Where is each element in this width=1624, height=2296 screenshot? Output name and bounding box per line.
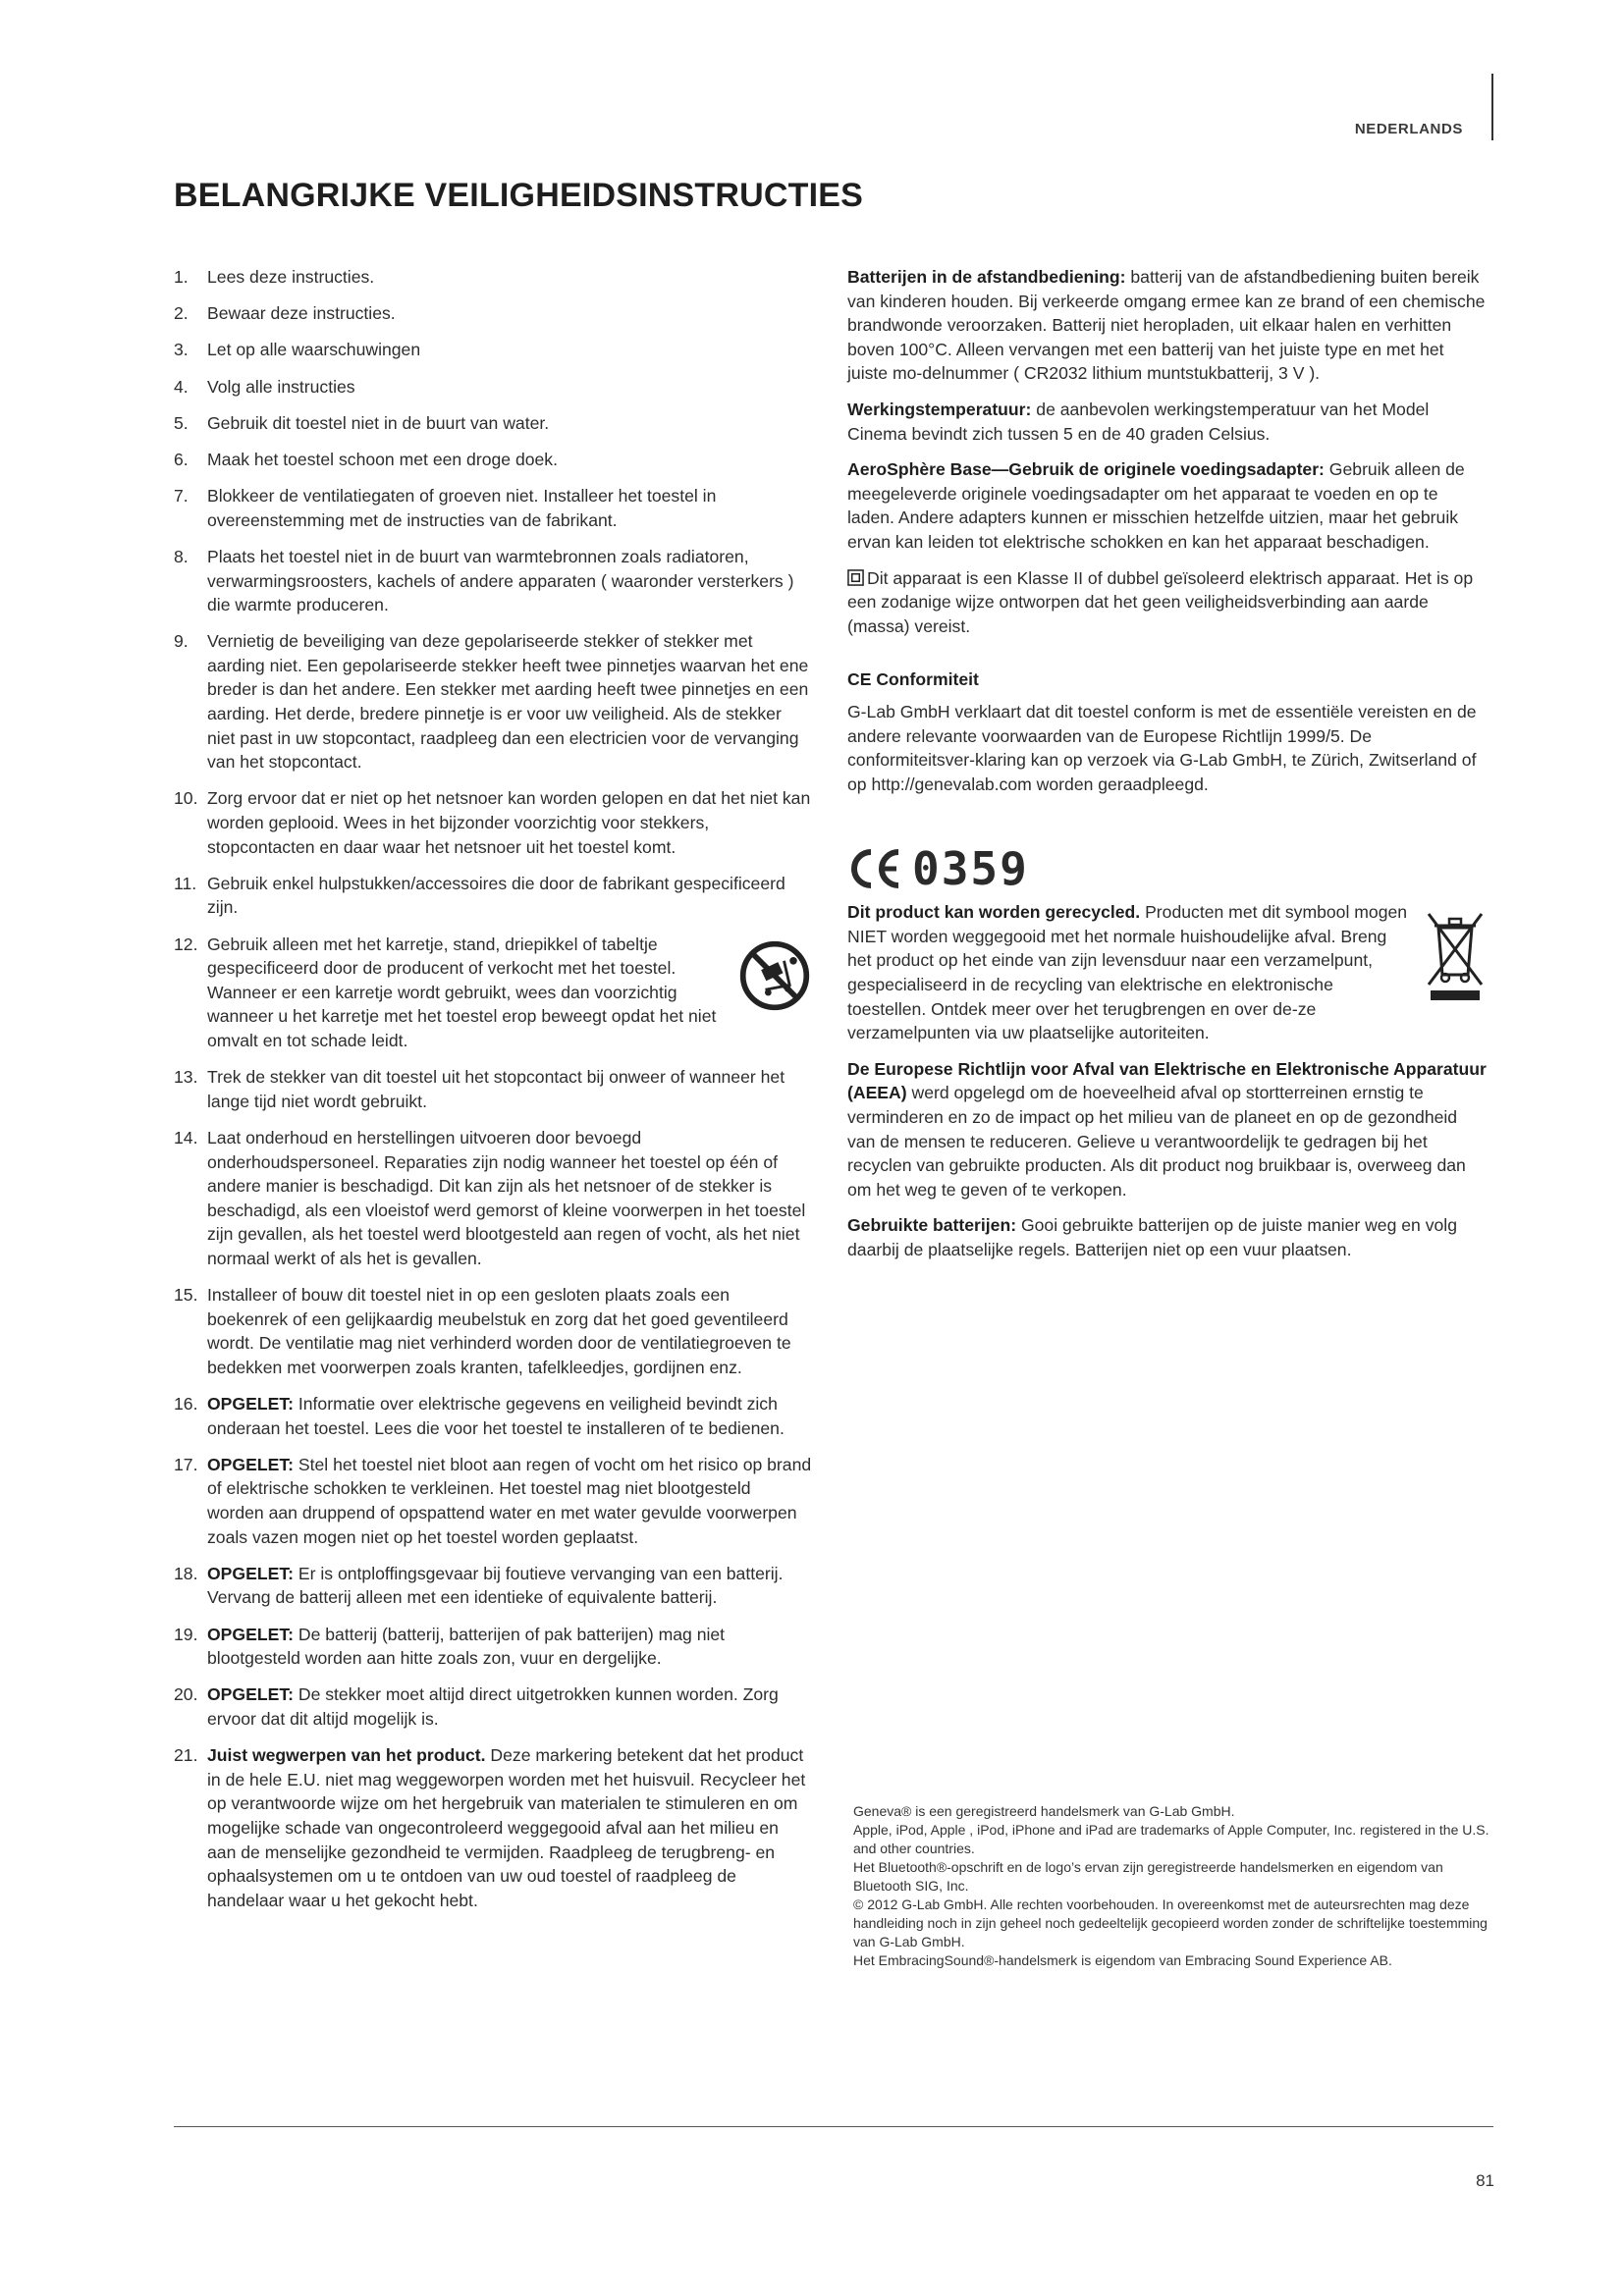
- list-item: 6. Maak het toestel schoon met een droge doek.: [174, 449, 558, 469]
- list-item: 7. Blokkeer de ventilatiegaten of groeven niet. Installeer het toestel in overeenstemming met de instructies van de fabrikant.: [174, 486, 717, 530]
- used-batteries-paragraph: Gebruikte batterijen: Gooi gebruikte batterijen op de juiste manier weg en volg daarbij de plaatselijke regels. Batterijen niet op een vuur plaatsen.: [847, 1215, 1457, 1259]
- list-item: 3. Let op alle waarschuwingen: [174, 340, 421, 360]
- list-item: 1. Lees deze instructies.: [174, 267, 375, 287]
- legal-line: Geneva® is een geregistreerd handelsmerk van G-Lab GmbH.: [853, 1803, 1235, 1819]
- ce-heading: CE Conformiteit: [847, 669, 979, 690]
- temperature-paragraph: Werkingstemperatuur: de aanbevolen werkingstemperatuur van het Model Cinema bevindt zich tussen 5 en de 40 graden Celsius.: [847, 399, 1430, 444]
- list-item: 20. OPGELET: De stekker moet altijd direct uitgetrokken kunnen worden. Zorg ervoor dat dit altijd mogelijk is.: [174, 1684, 779, 1729]
- adapter-paragraph: AeroSphère Base—Gebruik de originele voedingsadapter: Gebruik alleen de meegeleverde originele voedingsadapter om het apparaat te voeden en op te laden. Andere adapters kunnen er misschien hetzelfde uitzien, maar het gebruik ervan kan leiden tot elektrische schokken en kan het apparaat beschadigen.: [847, 459, 1465, 552]
- list-item: 4. Volg alle instructies: [174, 376, 355, 397]
- list-item: 11. Gebruik enkel hulpstukken/accessoires die door de fabrikant gespecificeerd zijn.: [174, 873, 785, 918]
- weee-paragraph: De Europese Richtlijn voor Afval van Elektrische en Elektronische Apparatuur (AEEA) werd opgelegd om de hoeveelheid afval op stortterreinen ernstig te verminderen en zo de impact op het milieu van de planeet en op de gezondheid van de mensen te reduceren. Gelieve u verantwoordelijk te gedragen bij het recyclen van gebruikte producten. Als dit product nog bruikbaar is, overweeg dan om het weg te geven of te verkopen.: [847, 1058, 1487, 1200]
- header-rule: [1491, 74, 1493, 140]
- left-column: [174, 265, 812, 1925]
- ce-number: 0359: [912, 841, 1029, 895]
- list-item: 19. OPGELET: De batterij (batterij, batterijen of pak batterijen) mag niet blootgesteld worden aan hitte zoals zon, vuur en dergelijke.: [174, 1624, 726, 1669]
- weee-bin-icon: [1423, 908, 1488, 1002]
- list-item: 10. Zorg ervoor dat er niet op het netsnoer kan worden gelopen en dat het niet kan worden geplooid. Wees in het bijzonder voorzichtig voor stekkers, stopcontacten en daar waar het netsnoer uit het toestel komt.: [174, 788, 811, 857]
- ce-paragraph: G-Lab GmbH verklaart dat dit toestel conform is met de essentiële vereisten en de andere relevante voorwaarden van de Europese Richtlijn 1999/5. De conformiteitsver-klaring kan op verzoek via G-Lab GmbH, te Zürich, Zwitserland of op http://genevalab.com worden geraadpleegd.: [847, 701, 1477, 794]
- legal-line: Het EmbracingSound®-handelsmerk is eigendom van Embracing Sound Experience AB.: [853, 1952, 1392, 1968]
- cart-warning-icon: [737, 938, 812, 1013]
- legal-line: © 2012 G-Lab GmbH. Alle rechten voorbehouden. In overeenkomst met de auteursrechten mag deze handleiding noch in zijn geheel noch gedeeltelijk gecopieerd worden zonder de schriftelijke toestemming van G-Lab GmbH.: [853, 1896, 1488, 1949]
- list-item: 9. Vernietig de beveiliging van deze gepolariseerde stekker of stekker met aarding niet. Een gepolariseerde stekker heeft twee pinnetjes waarvan het ene breder is dan het andere. Een stekker met aarding heeft twee pinnetjes en een aarding. Het derde, bredere pinnetje is er voor uw veiligheid. Als de stekker niet past in uw stopcontact, raadpleeg dan een electricien voor de vervanging van het stopcontact.: [174, 631, 809, 773]
- list-item: 21. Juist wegwerpen van het product. Deze markering betekent dat het product in de hele E.U. niet mag weggeworpen worden met het huisvuil. Recycleer het op verantwoorde wijze om het hergebruik van materialen te stimuleren en om mogelijke schade van ongecontroleerd weggegooid afval aan het milieu en aan de menselijke gezondheid te vermijden. Raadpleeg de terugbreng- en ophaalsystemen om u te ontdoen van uw oud toestel of raadpleeg de handelaar waar u het gekocht hebt.: [174, 1745, 806, 1910]
- list-item: 16. OPGELET: Informatie over elektrische gegevens en veiligheid bevindt zich onderaan het toestel. Lees die voor het toestel te installeren of te bedienen.: [174, 1394, 785, 1438]
- list-item: 18. OPGELET: Er is ontploffingsgevaar bij foutieve vervanging van een batterij. Vervang de batterij alleen met een identieke of equivalente batterij.: [174, 1563, 784, 1608]
- page-title: BELANGRIJKE VEILIGHEIDSINSTRUCTIES: [174, 177, 863, 214]
- footer-rule: [174, 2126, 1493, 2127]
- recycle-paragraph: Dit product kan worden gerecycled. Producten met dit symbool mogen NIET worden weggegooid met het normale huishoudelijke afval. Breng het product op het einde van zijn levensduur naar een verzamelpunt, gespecialiseerd in de recycling van elektrische en elektronische toestellen. Ontdek meer over het terugbrengen en over de-ze verzamelpunten via uw plaatselijke autoriteiten.: [847, 900, 1488, 1057]
- language-label: NEDERLANDS: [1354, 121, 1463, 137]
- list-item: 14. Laat onderhoud en herstellingen uitvoeren door bevoegd onderhoudspersoneel. Reparaties zijn nodig wanneer het toestel op één of andere manier is beschadigd. Dit kan zijn als het netsnoer of de stekker is beschadigd, als een vloeistof werd gemorst of kleine voorwerpen in het toestel zijn gevallen, als het toestel werd blootgesteld aan regen of vocht, als het niet normaal werkt of als het is gevallen.: [174, 1127, 806, 1268]
- legal-notice: [853, 1802, 1491, 1970]
- class-ii-paragraph: Dit apparaat is een Klasse II of dubbel geïsoleerd elektrisch apparaat. Het is op een zodanige wijze ontworpen dat het geen veiligheidsverbinding aan aarde (massa) vereist.: [847, 567, 1474, 636]
- list-item: 2. Bewaar deze instructies.: [174, 303, 396, 324]
- list-item: 15. Installeer of bouw dit toestel niet in op een gesloten plaats zoals een boekenrek of een gelijkaardig meubelstuk en zorg dat het goed geventileerd wordt. De ventilatie mag niet verhinderd worden door de ventilatiegroeven te bedekken met voorwerpen zoals kranten, tafelkleedjes, gordijnen enz.: [174, 1285, 791, 1377]
- right-column: [847, 265, 1488, 1274]
- instruction-list: [174, 265, 812, 1912]
- legal-line: Het Bluetooth®-opschrift en de logo’s ervan zijn geregistreerde handelsmerken en eigendom van Bluetooth SIG, Inc.: [853, 1859, 1443, 1894]
- ce-mark-icon: [847, 847, 904, 890]
- list-item: 13. Trek de stekker van dit toestel uit het stopcontact bij onweer of wanneer het lange tijd niet wordt gebruikt.: [174, 1067, 785, 1111]
- list-item: 12. Gebruik alleen met het karretje, stand, driepikkel of tabeltje gespecificeerd door de producent of verkocht met het toestel. Wanneer er een karretje wordt gebruikt, wees dan voorzichtig wanneer u het karretje met het toestel erop beweegt opdat het niet omvalt en tot schade leidt.: [174, 933, 812, 1053]
- battery-remote-paragraph: Batterijen in de afstandbediening: batterij van de afstandbediening buiten bereik van kinderen houden. Bij verkeerde omgang ermee kan ze brand of een chemische brandwonde veroorzaken. Batterij niet heropladen, uit elkaar halen en verhitten boven 100°C. Alleen vervangen met een batterij van het juiste type en met het juiste mo-delnummer ( CR2032 lithium muntstukbatterij, 3 V ).: [847, 267, 1486, 384]
- class-ii-icon: [847, 569, 864, 586]
- ce-mark: [847, 841, 1488, 896]
- list-item: 8. Plaats het toestel niet in de buurt van warmtebronnen zoals radiatoren, verwarmingsroosters, kachels of andere apparaten ( waaronder versterkers ) die warmte produceren.: [174, 546, 794, 615]
- list-item: 5. Gebruik dit toestel niet in de buurt van water.: [174, 412, 550, 433]
- page-number: 81: [1476, 2171, 1494, 2190]
- legal-line: Apple, iPod, Apple , iPod, iPhone and iPad are trademarks of Apple Computer, Inc. registered in the U.S. and other countries.: [853, 1822, 1489, 1856]
- list-item: 17. OPGELET: Stel het toestel niet bloot aan regen of vocht om het risico op brand of elektrische schokken te verkleinen. Het toestel mag niet blootgesteld worden aan druppend of opspattend water en met water gevulde voorwerpen zoals vazen mogen niet op het toestel worden geplaatst.: [174, 1454, 812, 1547]
